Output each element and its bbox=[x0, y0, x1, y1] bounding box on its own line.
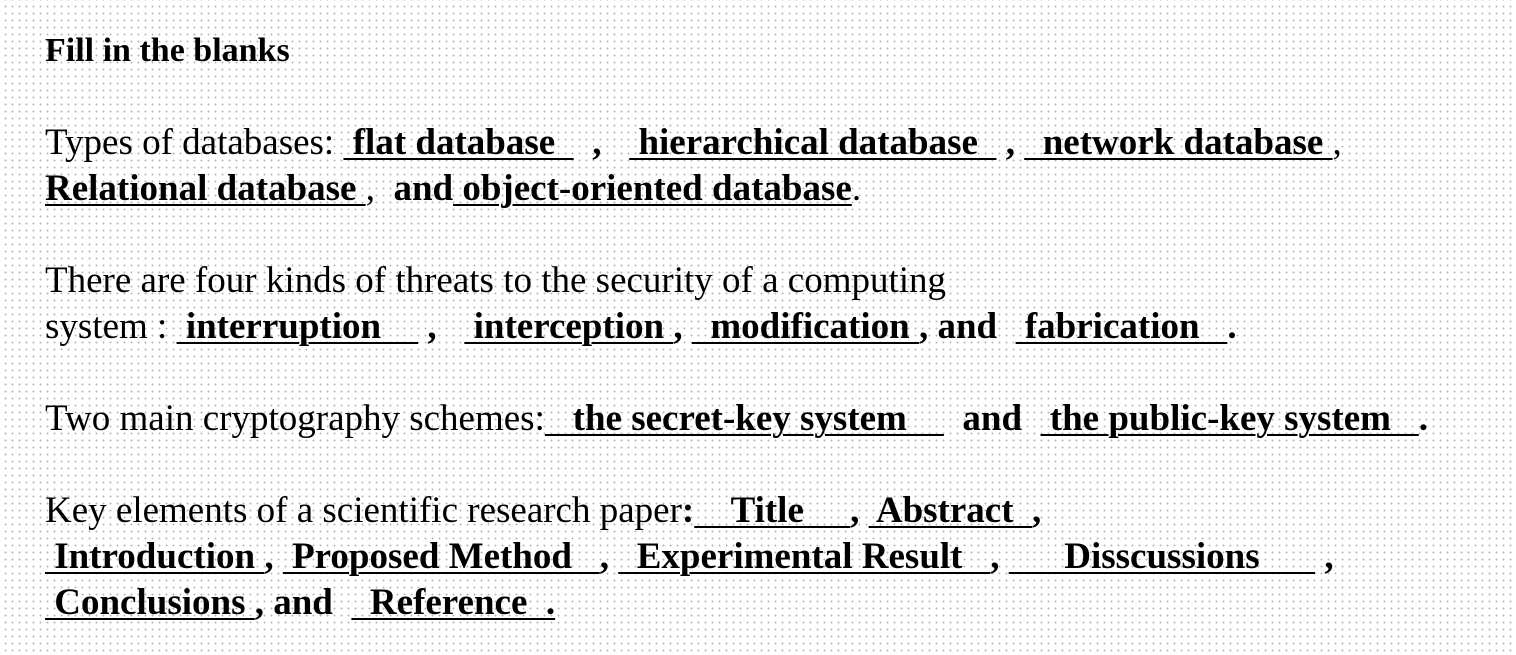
question-prompt: Two main cryptography schemes: bbox=[45, 398, 545, 439]
question-line: Types of databases: flat database , hierarchical database , network database , bbox=[45, 122, 1342, 163]
worksheet bbox=[45, 28, 1485, 626]
answer-blank: Reference . bbox=[351, 582, 556, 623]
question-security-threats bbox=[45, 258, 1485, 350]
answer-blank: interception bbox=[464, 306, 674, 347]
answer-blank: network database bbox=[1024, 122, 1333, 163]
answer-blank: Disscussions bbox=[1008, 536, 1316, 577]
conjunction: and bbox=[937, 306, 998, 347]
question-line: Key elements of a scientific research paper: Title , Abstract , bbox=[45, 490, 1042, 531]
question-line: Introduction , Proposed Method , Experimental Result , Disscussions , bbox=[45, 536, 1334, 577]
question-line: system : interruption , interception , modification , and fabrication . bbox=[45, 306, 1237, 347]
conjunction: and bbox=[273, 582, 333, 623]
worksheet-title: Fill in the blanks bbox=[45, 32, 290, 69]
answer-blank: Introduction bbox=[45, 536, 265, 577]
question-line: Two main cryptography schemes: the secret-key system and the public-key system . bbox=[45, 398, 1429, 439]
question-database-types bbox=[45, 120, 1485, 212]
answer-blank: fabrication bbox=[1015, 306, 1228, 347]
question-line: Conclusions , and Reference . bbox=[45, 582, 556, 623]
question-prompt: There are four kinds of threats to the security of a computing bbox=[45, 260, 947, 301]
question-prompt: Key elements of a scientific research paper bbox=[45, 490, 682, 531]
answer-blank: modification bbox=[691, 306, 919, 347]
answer-blank: hierarchical database bbox=[629, 122, 997, 163]
question-paper-elements bbox=[45, 488, 1485, 626]
conjunction: and bbox=[962, 398, 1023, 439]
answer-blank: Experimental Result bbox=[618, 536, 991, 577]
conjunction: and bbox=[393, 168, 454, 209]
question-line: Relational database , and object-oriented database. bbox=[45, 168, 862, 209]
answer-blank: Abstract bbox=[868, 490, 1033, 531]
answer-blank: the secret-key system bbox=[544, 398, 944, 439]
question-prompt: system : bbox=[45, 306, 177, 347]
answer-blank: Proposed Method bbox=[282, 536, 600, 577]
answer-blank: Relational database bbox=[45, 168, 366, 209]
answer-blank: the public-key system bbox=[1040, 398, 1419, 439]
answer-blank: flat database bbox=[343, 122, 574, 163]
answer-blank: Title bbox=[694, 490, 851, 531]
answer-blank: object-oriented database bbox=[453, 168, 852, 209]
answer-blank: Conclusions bbox=[45, 582, 255, 623]
question-line bbox=[45, 258, 1485, 304]
answer-blank: interruption bbox=[176, 306, 419, 347]
question-prompt: Types of databases: bbox=[45, 122, 344, 163]
question-cryptography-schemes bbox=[45, 396, 1485, 442]
